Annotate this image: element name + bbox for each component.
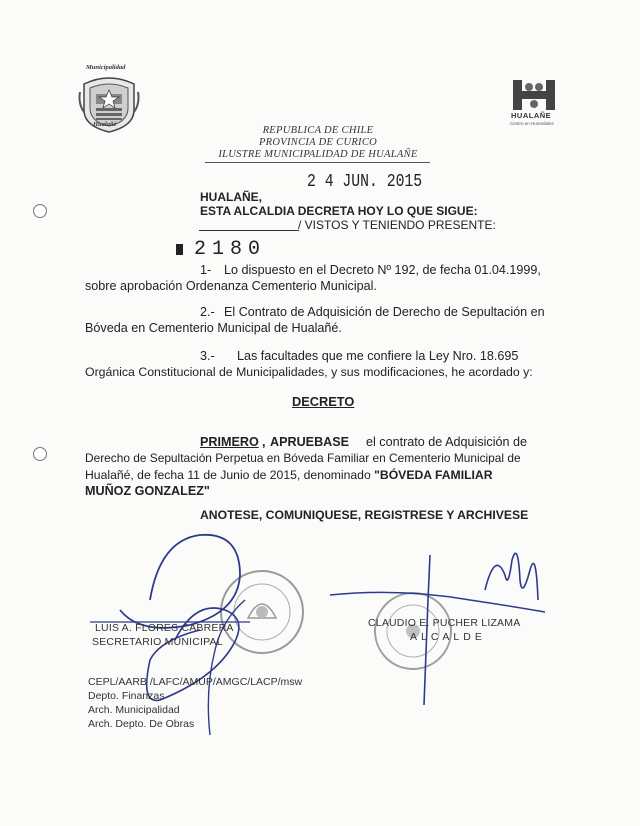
decree-number: 2180 <box>194 238 267 261</box>
crest-top-text: Municipalidad <box>86 64 126 71</box>
secretary-title: SECRETARIO MUNICIPAL <box>92 636 223 648</box>
distribution-item: Arch. Depto. De Obras <box>88 718 195 730</box>
hualane-brand-logo <box>511 78 557 112</box>
date-stamp: 2 4 JUN. 2015 <box>307 172 423 192</box>
vistos-blank-line <box>199 230 299 231</box>
mayor-title: ALCALDE <box>410 631 486 643</box>
consideration-text: El Contrato de Adquisición de Derecho de Sepultación en <box>224 305 545 319</box>
header-municipality: ILUSTRE MUNICIPALIDAD DE HUALAÑE <box>218 149 418 160</box>
hualane-brand-tagline: Centro en Humedales <box>510 121 554 126</box>
closing-formula: ANOTESE, COMUNIQUESE, REGISTRESE Y ARCHIVESE <box>200 508 529 522</box>
primero-label: PRIMERO <box>200 435 259 449</box>
consideration-text-continued: sobre aprobación Ordenanza Cementerio Municipal. <box>85 279 377 293</box>
mayor-name: CLAUDIO E. PUCHER LIZAMA <box>368 617 521 629</box>
decree-heading: ESTA ALCALDIA DECRETA HOY LO QUE SIGUE: <box>200 204 478 218</box>
primero-text: el contrato de Adquisición de <box>366 435 528 449</box>
primero-text-line2: Derecho de Sepultación Perpetua en Bóveda Familiar en Cementerio Municipal de <box>85 451 521 465</box>
official-stamp-left <box>218 568 306 656</box>
consideration-number: 3.- <box>200 349 215 363</box>
punch-hole <box>33 447 47 461</box>
primero-text-line3 <box>85 468 493 482</box>
distribution-item: Arch. Municipalidad <box>88 704 180 716</box>
place-label: HUALAÑE, <box>200 190 262 204</box>
primero-verb: APRUEBASE <box>270 435 350 449</box>
decreto-title: DECRETO <box>292 394 355 409</box>
distribution-initials: CEPL/AARB /LAFC/AMUP/AMGC/LACP/msw <box>88 676 303 688</box>
consideration-text: Lo dispuesto en el Decreto Nº 192, de fecha 01.04.1999, <box>224 263 541 277</box>
stamp-seal-icon <box>218 568 306 656</box>
header-republic: REPUBLICA DE CHILE <box>262 125 374 136</box>
consideration-text-continued: Orgánica Constitucional de Municipalidades, y sus modificaciones, he acordado y: <box>85 365 533 379</box>
primero-date-text: Hualañé, de fecha 11 de Junio de 2015, denominado <box>85 468 375 482</box>
distribution-item: Depto. Finanzas <box>88 690 165 702</box>
consideration-text: Las facultades que me confiere la Ley Nro. 18.695 <box>237 349 519 363</box>
header-province: PROVINCIA DE CURICO <box>258 137 378 148</box>
consideration-text-continued: Bóveda en Cementerio Municipal de Hualañé. <box>85 321 342 335</box>
vistos-text: / VISTOS Y TENIENDO PRESENTE: <box>298 218 496 232</box>
hualane-brand-name: HUALAÑE <box>511 111 552 120</box>
primero-comma: , <box>262 435 266 449</box>
header-rule <box>205 162 430 163</box>
hualane-logo-icon <box>511 78 557 112</box>
primero-vault-name-continued: MUÑOZ GONZALEZ" <box>85 484 210 498</box>
punch-hole <box>33 204 47 218</box>
consideration-number: 2.- <box>200 305 215 319</box>
decree-number-mark <box>176 244 183 255</box>
crest-bottom-text: Hualañé <box>93 121 117 128</box>
consideration-number: 1- <box>200 263 212 277</box>
primero-vault-name: "BÓVEDA FAMILIAR <box>374 468 493 482</box>
secretary-name: LUIS A. FLORES CABRERA <box>95 622 234 634</box>
